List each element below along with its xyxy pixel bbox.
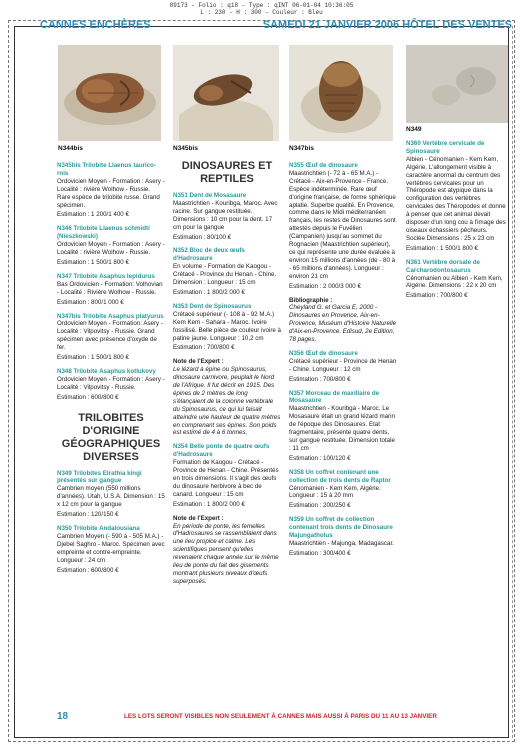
column-4 <box>406 140 506 306</box>
lot-body: Crétacé supérieur - Province de Henan - Chine. Longueur : 12 cm <box>289 357 397 373</box>
lot-estimate: Estimation : 300/400 € <box>289 549 351 557</box>
lot-body: Cénomanien ou Albien - Kem Kem, Algérie. Dimensions : 22 x 20 cm <box>406 274 503 290</box>
lot-estimate: Estimation : 700/800 € <box>173 344 235 352</box>
lot-entry <box>173 443 281 508</box>
lot-body: Formation de Kaogou - Crétacé - Province de Henan - Chine. Présentés en trois dimensions. Il s'agit des œufs du dinosaure herbivore à bec de canard. Longueur : 15 cm <box>173 459 279 498</box>
lot-body: Cénomanien - Kem Kem, Algérie. Longueur : 15 à 20 mm <box>289 484 381 500</box>
lot-entry <box>289 350 397 384</box>
photo-trilobite-2 <box>173 45 279 141</box>
bibliography-heading: Bibliographie : <box>289 296 333 304</box>
auction-house: CANNES ENCHÈRES <box>40 19 151 31</box>
lot-body: Ordovicien Moyen - Formation : Asery - Localité : rivière Wolhow - Russie. <box>57 241 165 257</box>
lot-entry <box>173 247 281 296</box>
caption-photo-1: N344bis <box>58 145 83 152</box>
lot-title: N347 Trilobite Asaphus lepidurus <box>57 272 155 280</box>
lot-estimate: Estimation : 2 000/3 000 € <box>289 282 361 290</box>
lot-entry <box>289 162 397 291</box>
section-heading: DINOSAURES ET REPTILES <box>181 160 273 185</box>
lot-estimate: Estimation : 1 500/1 800 € <box>57 354 129 362</box>
lot-body: Maastrichtien - Kouribga, Maroc. Avec racine. Sur gangue restituée. Dimensions : 10 cm pour la dent. 17 cm pour la gangue <box>173 199 278 231</box>
lot-estimate: Estimation : 700/800 € <box>406 292 468 300</box>
lot-entry <box>57 470 165 519</box>
prepress-line-2: L : 230 - H : 300 - Couleur : Bleu <box>200 9 323 16</box>
lot-body: Cambrien moyen (550 millions d'années). Utah, U.S.A. Dimension : 15 x 12 cm pour la gangue <box>57 485 165 509</box>
lot-title: N358 Un coffret contenant une collection de trois dents de Raptor <box>289 468 391 484</box>
lot-estimate: Estimation : 1 800/2 000 € <box>173 500 245 508</box>
lot-title: N348 Trilobite Asaphus kotlukovy <box>57 367 156 375</box>
section-heading: TRILOBITES D'ORIGINE GÉOGRAPHIQUES DIVERSES <box>61 411 161 463</box>
column-2 <box>173 158 281 586</box>
lot-body: Maastrichtien - Kouribga - Maroc. Le Mosasaure était un grand lézard marin de l'époque des Dinosaures. Etat fragmentaire, présente quatre dents, sur gangue restituée. Dimension totale : 11 cm <box>289 405 395 452</box>
expert-note-heading: Note de l'Expert : <box>173 514 224 522</box>
lot-entry <box>289 516 397 558</box>
lot-body: Albien - Cénomanien - Kem Kem, Algérie. L'allongement visible à caractère anormal du centrum des vertèbres cervicales pour un Théropode est atypique dans la configuration des vertèbres cervicales des Théropodes et donne à penser que cet animal devait disposer d'un long cou à l'image des oiseaux échassiers pêcheurs. Soclée Dimensions : 25 x 23 cm <box>406 155 506 242</box>
lot-entry <box>289 390 397 463</box>
lot-estimate: Estimation : 1 800/2 000 € <box>173 288 245 296</box>
caption-photo-4: N349 <box>406 126 422 133</box>
lot-title: N347bis Trilobite Asaphus platyurus <box>57 312 164 320</box>
lot-body: Bas Ordovicien - Formation: Volhovian - Localité : Rivière Wolhow - Russie. <box>57 280 163 296</box>
lot-title: N355 Œuf de dinosaure <box>289 162 358 169</box>
lot-title: N359 Un coffret de collection contenant trois dents de Dinosaure Majungatholus <box>289 516 393 540</box>
caption-photo-2: N345bis <box>173 145 198 152</box>
lot-estimate: Estimation : 600/800 € <box>57 566 119 574</box>
lot-title: N361 Vertèbre dorsale de Carcharodontosaurus <box>406 258 480 274</box>
lot-body: Ordovicien Moyen - Formation : Asery - Localité : rivière Wolhow - Russie. Rare espèce de trilobite russe. Grand spécimen. <box>57 177 165 209</box>
photo-trilobite-1 <box>58 45 161 141</box>
lot-estimate: Estimation : 800/1 000 € <box>57 298 124 306</box>
lot-entry <box>57 368 165 402</box>
column-1 <box>57 162 165 580</box>
lot-body: Ordovicien Moyen - Formation : Asery - Localité : Vilpovitsy - Russie. <box>57 375 165 391</box>
lot-title: N351 Dent de Mosasaure <box>173 192 247 199</box>
caption-photo-3: N347bis <box>289 145 314 152</box>
photo-trilobite-3 <box>289 45 393 141</box>
trim-line <box>512 26 513 738</box>
lot-body: Crétacé supérieur (- 108 à - 92 M.A.) Kem Kem - Sahara - Maroc. Ivoire fossilisé. Belle pièce de couleur ivoire à patine jaune. Longueur : 10,2 cm <box>173 310 281 342</box>
lot-title: N346 Trilobite Llaenus schmidti (Nieszkowski) <box>57 225 150 241</box>
lot-estimate: Estimation : 200/250 € <box>289 502 351 510</box>
lot-estimate: Estimation : 100/120 € <box>289 454 351 462</box>
lot-estimate: Estimation : 1 500/1 800 € <box>57 258 129 266</box>
viewing-notice: LES LOTS SERONT VISIBLES NON SEULEMENT À CANNES MAIS AUSSI À PARIS DU 11 AU 13 JANVIER <box>124 713 437 720</box>
expert-note: En période de ponte, les femelles d'Hadrosaures se rassemblaient dans une lieu propice et calme. Les scientifiques pensent qu'elles revenaient chaque année sur le même lieu de ponte du fait des gisements montrant plusieurs niveaux d'œufs superposés. <box>173 522 279 585</box>
expert-note: Le lézard à épine ou Spinosaurus, dinosaure carnivore, peuplait le Nord de l'Afrique. Il fut décrit en 1915. Des épines de 2 mètres de long s'élançaient de la colonne vertébrale du Spinosaurus, ce qui lui faisait atteindre une hauteur de quatre mètres en comprenant ses épines. Son poids est estimé de 4 à 6 tonnes. <box>173 366 281 437</box>
lot-body: Cambrien Moyen (- 590 à - 505 M.A.) - Djebel Saghro - Maroc. Spécimen avec empreinte et contre-empreinte. Longueur : 24 cm <box>57 532 165 564</box>
bibliography: Cheyland G. et Garcia E, 2000 - Dinosaures en Provence, Aix-en-Provence, Muséum d'Histoire Naturelle d'Aix-en-Provence. Edisud, 2e Edition, 78 pages. <box>289 304 397 344</box>
page-header <box>40 19 512 33</box>
page-number: 18 <box>57 711 69 722</box>
lot-title: N349 Trilobites Elrathia kingi présentés sur gangue <box>57 469 142 485</box>
lot-title: N352 Bloc de deux œufs d'Hadrosaure <box>173 247 245 263</box>
lot-entry <box>57 162 165 219</box>
lot-title: N345bis Trilobite Llaenus taurico-rnis <box>57 162 157 177</box>
lot-title: N360 Vertèbre cervicale de Spinosaure <box>406 140 485 155</box>
lot-estimate: Estimation : 120/150 € <box>57 511 119 519</box>
column-3 <box>289 162 397 564</box>
lot-entry <box>289 469 397 511</box>
lot-estimate: Estimation : 1 500/1 800 € <box>406 244 478 252</box>
lot-title: N353 Dent de Spinosaurus <box>173 302 252 310</box>
lot-entry <box>57 273 165 307</box>
lot-entry <box>57 525 165 574</box>
lot-estimate: Estimation : 600/800 € <box>57 393 119 401</box>
lot-title: N350 Trilobite Andalousiana <box>57 525 140 532</box>
lot-entry <box>406 259 506 301</box>
sale-date-venue: SAMEDI 21 JANVIER 2006 HÔTEL DES VENTES <box>262 19 512 31</box>
lot-estimate: Estimation : 700/800 € <box>289 375 351 383</box>
lot-entry <box>57 313 165 362</box>
lot-estimate: Estimation : 80/100 € <box>173 233 232 241</box>
lot-entry <box>173 192 281 241</box>
lot-entry <box>406 140 506 253</box>
expert-note-heading: Note de l'Expert : <box>173 358 224 366</box>
lot-estimate: Estimation : 1 200/1 400 € <box>57 211 129 219</box>
lot-entry <box>57 225 165 267</box>
lot-title: N357 Morceau de maxillaire de Mosasaure <box>289 389 380 405</box>
lot-body: Maastrichtien - Majunga, Madagascar. <box>289 539 394 547</box>
lot-entry <box>173 303 281 352</box>
lot-body: En volume - Formation de Kaogou - Crétacé - Province du Henan - Chine. Dimension : Longueur : 15 cm <box>173 263 277 287</box>
lot-body: Ordovicien Moyen - Formation: Asery - Localité : Vilpovitsy - Russie. Grand spécimen avec présence d'oxyde de fer. <box>57 320 163 352</box>
lot-title: N354 Belle ponte de quatre œufs d'Hadrosaure <box>173 443 270 459</box>
prepress-line-1: 89173 - Folio : q18 - Type : qINT 06-01-04 10:36:05 <box>169 2 354 9</box>
lot-title: N356 Œuf de dinosaure <box>289 349 358 357</box>
lot-body: Maastrichtien (- 72 à - 65 M.A.) - Crétacé - Aix-en-Provence - France. Espèce indéterminée. Rare œuf d'origine française, de forme sphérique aplatie. Superbe qualité. En Provence, comme dans le Midi méditerranéen français, les restes de Dinosaures sont attestés depuis le Fuvélien (Campanien) jusqu'au sommet du Rognacien (Maastrichtien supérieur), ce qui représente une durée évaluée à environ 15 millions d'années (de - 80 à - 65 millions d'années). Longueur : environ 21 cm <box>289 169 396 280</box>
photo-trilobite-4 <box>406 45 508 123</box>
